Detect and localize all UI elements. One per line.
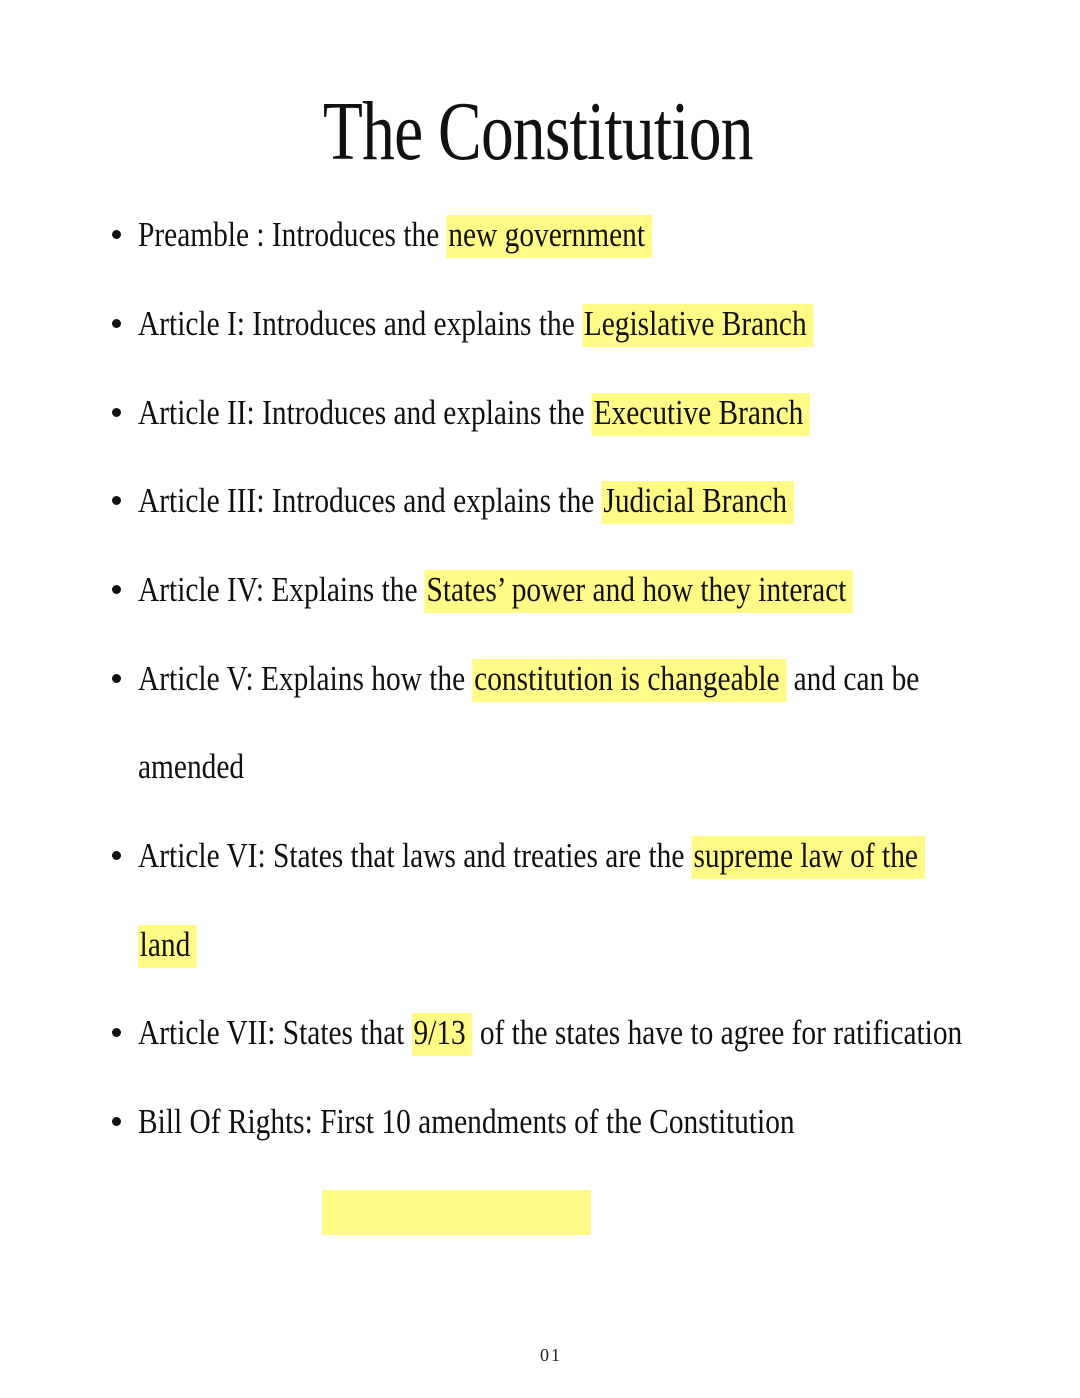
list-item-text xyxy=(138,1097,795,1147)
bullet-icon xyxy=(112,496,121,505)
highlighted-text: Legislative Branch xyxy=(582,304,813,347)
item-text: Article VII: States that xyxy=(138,1013,412,1052)
list-item-text xyxy=(138,1008,962,1058)
highlighted-text: Executive Branch xyxy=(592,393,810,436)
highlighted-text: new government xyxy=(447,215,652,258)
bullet-icon xyxy=(112,851,121,860)
item-text: Article V: Explains how the xyxy=(138,659,473,698)
bullet-icon xyxy=(112,1117,121,1126)
bullet-icon xyxy=(112,408,121,417)
highlighted-text: Judicial Branch xyxy=(602,481,794,524)
item-text: Article II: Introduces and explains the xyxy=(138,393,592,432)
bullet-icon xyxy=(112,230,121,239)
list-item-text xyxy=(138,654,919,704)
bullet-icon xyxy=(112,585,121,594)
item-text: Bill Of Rights: First 10 amendments of the Constitution xyxy=(138,1102,795,1141)
list-item-continuation: amended xyxy=(138,747,245,786)
item-text: Article I: Introduces and explains the xyxy=(138,304,583,343)
highlighted-text: constitution is changeable xyxy=(473,659,787,702)
page-number: 01 xyxy=(540,1345,562,1365)
list-item-continuation xyxy=(138,920,197,970)
item-text: Article VI: States that laws and treaties are the xyxy=(138,836,692,875)
highlighted-text: States’ power and how they interact xyxy=(425,570,853,613)
highlighted-text: land xyxy=(138,925,197,968)
page-title: The Constitution xyxy=(322,85,753,178)
item-text: Preamble : Introduces the xyxy=(138,215,447,254)
list-item-text xyxy=(138,476,794,526)
bullet-icon xyxy=(112,319,121,328)
list-item-text xyxy=(138,210,652,260)
highlighted-text: supreme law of the xyxy=(692,836,925,879)
item-text-after: of the states have to agree for ratification xyxy=(472,1013,963,1052)
bullet-icon xyxy=(112,1028,121,1037)
item-text-after: and can be xyxy=(786,659,920,698)
list-item-text xyxy=(138,565,853,615)
bullet-icon xyxy=(112,674,121,683)
item-text: Article III: Introduces and explains the xyxy=(138,481,602,520)
empty-highlight-block xyxy=(322,1190,591,1235)
list-item-text xyxy=(138,388,810,438)
item-text: Article IV: Explains the xyxy=(138,570,425,609)
list-item-text xyxy=(138,299,813,349)
highlighted-text: 9/13 xyxy=(412,1013,473,1056)
list-item-text xyxy=(138,831,925,881)
